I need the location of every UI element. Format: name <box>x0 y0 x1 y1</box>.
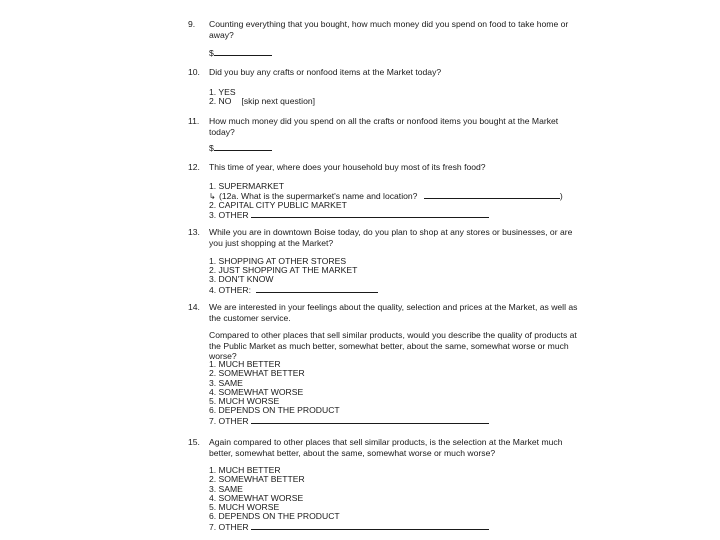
question-text: This time of year, where does your household buy most of its fresh food? <box>209 162 486 172</box>
q10-option-yes[interactable]: 1. YES <box>209 87 236 97</box>
question-number: 11. <box>188 116 200 126</box>
q15-option-2[interactable]: 2. SOMEWHAT BETTER <box>209 474 305 484</box>
question-14 <box>188 302 580 323</box>
q14-option-5[interactable]: 5. MUCH WORSE <box>209 396 280 406</box>
followup-close: ) <box>559 191 563 201</box>
q11-amount-field[interactable] <box>209 142 272 153</box>
question-13 <box>188 227 580 248</box>
q13-option-3[interactable]: 3. DON'T KNOW <box>209 274 274 284</box>
followup-text: (12a. What is the supermarket's name and location? <box>219 191 418 201</box>
q12-other-blank[interactable] <box>251 209 489 218</box>
question-10 <box>188 67 580 78</box>
q14-option-3[interactable]: 3. SAME <box>209 378 243 388</box>
option-label: 3. OTHER <box>209 210 249 220</box>
q15-option-7[interactable] <box>209 521 489 532</box>
question-number: 15. <box>188 437 200 447</box>
q14-option-1[interactable]: 1. MUCH BETTER <box>209 359 281 369</box>
question-number: 9. <box>188 19 196 29</box>
q14-option-7[interactable] <box>209 415 489 426</box>
q12a-answer-blank[interactable] <box>424 190 560 199</box>
q11-amount-blank[interactable] <box>214 142 272 151</box>
dollar-sign: $ <box>209 48 214 58</box>
option-label: 4. OTHER: <box>209 285 252 295</box>
q15-option-5[interactable]: 5. MUCH WORSE <box>209 502 280 512</box>
followup-arrow-icon: ↳ <box>209 192 216 201</box>
question-number: 10. <box>188 67 200 77</box>
q15-option-3[interactable]: 3. SAME <box>209 484 243 494</box>
dollar-sign: $ <box>209 143 214 153</box>
question-text: Again compared to other places that sell similar products, is the selection at the Market much better, somewhat better, about the same, somewhat worse or much worse? <box>209 437 563 458</box>
q15-other-blank[interactable] <box>251 521 489 530</box>
skip-note: [skip next question] <box>241 96 316 106</box>
option-label: 2. NO <box>209 96 232 106</box>
q12-option-supermarket[interactable]: 1. SUPERMARKET <box>209 181 284 191</box>
q14-option-2[interactable]: 2. SOMEWHAT BETTER <box>209 368 305 378</box>
q13-option-1[interactable]: 1. SHOPPING AT OTHER STORES <box>209 256 347 266</box>
question-number: 14. <box>188 302 200 312</box>
q13-option-2[interactable]: 2. JUST SHOPPING AT THE MARKET <box>209 265 358 275</box>
question-subtext: Compared to other places that sell similar products, would you describe the quality of products at the Public Market as much better, somewhat better, about the same, somewhat worse or much worse? <box>209 330 577 361</box>
q9-amount-field[interactable] <box>209 47 272 58</box>
question-number: 13. <box>188 227 200 237</box>
q14-other-blank[interactable] <box>251 415 489 424</box>
question-text: We are interested in your feelings about the quality, selection and prices at the Market, as well as the customer service. <box>209 302 578 323</box>
question-12 <box>188 162 580 173</box>
question-text: Counting everything that you bought, how much money did you spend on food to take home or away? <box>209 19 569 40</box>
q12-option-other[interactable] <box>209 209 489 220</box>
question-9 <box>188 19 580 40</box>
q13-other-blank[interactable] <box>256 284 378 293</box>
q9-amount-blank[interactable] <box>214 47 272 56</box>
q12-option-capital-city[interactable]: 2. CAPITAL CITY PUBLIC MARKET <box>209 200 347 210</box>
q14-option-6[interactable]: 6. DEPENDS ON THE PRODUCT <box>209 405 340 415</box>
question-text: How much money did you spend on all the crafts or nonfood items you bought at the Market today? <box>209 116 559 137</box>
question-15 <box>188 437 580 458</box>
question-11 <box>188 116 580 137</box>
question-text: While you are in downtown Boise today, do you plan to shop at any stores or businesses, or are you just shopping at the Market? <box>209 227 573 248</box>
q15-option-1[interactable]: 1. MUCH BETTER <box>209 465 281 475</box>
q15-option-4[interactable]: 4. SOMEWHAT WORSE <box>209 493 304 503</box>
question-number: 12. <box>188 162 200 172</box>
q14-option-4[interactable]: 4. SOMEWHAT WORSE <box>209 387 304 397</box>
q10-option-no[interactable] <box>209 96 315 106</box>
question-14-subtext <box>188 330 580 362</box>
option-label: 7. OTHER <box>209 522 249 532</box>
option-label: 7. OTHER <box>209 416 249 426</box>
q13-option-4[interactable] <box>209 284 378 295</box>
q15-option-6[interactable]: 6. DEPENDS ON THE PRODUCT <box>209 511 340 521</box>
question-text: Did you buy any crafts or nonfood items at the Market today? <box>209 67 442 77</box>
